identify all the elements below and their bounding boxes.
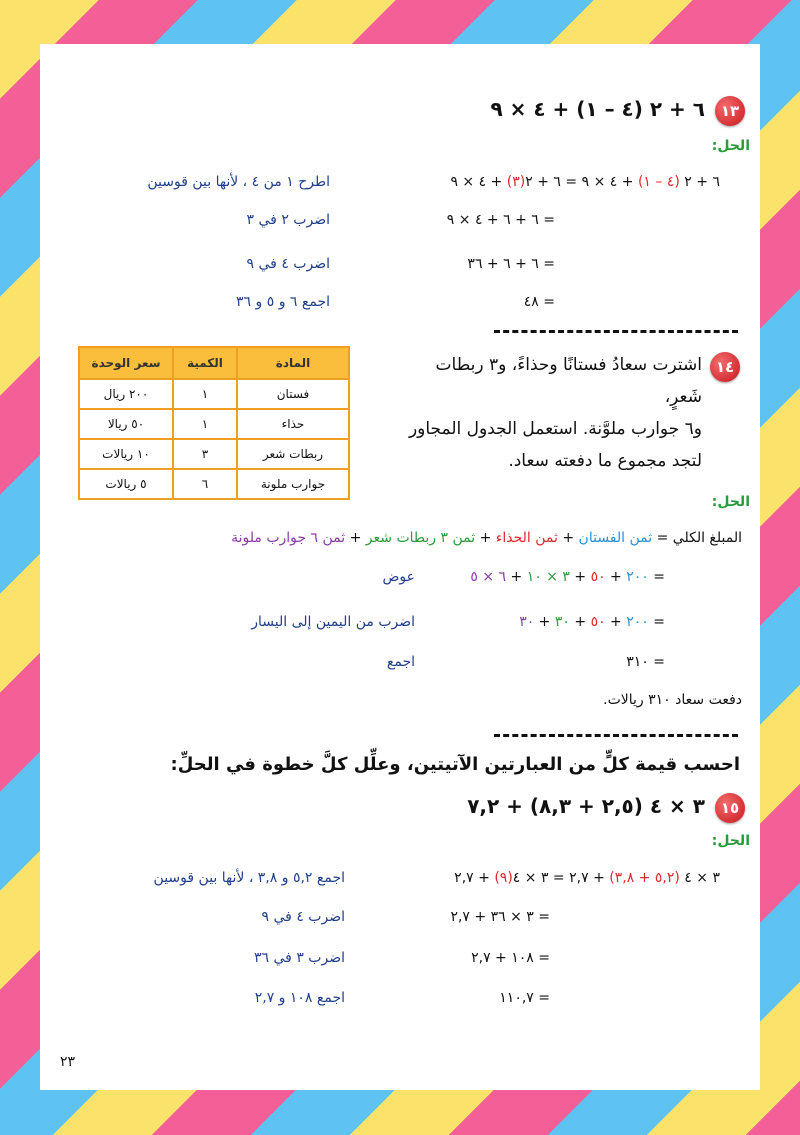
cell-price: ٢٠٠ ريال [79,379,173,409]
q13-step-4-equation: = ٤٨ [523,294,555,310]
table-row [79,469,349,499]
cell-item: فستان [237,379,349,409]
cell-quantity: ١ [173,379,237,409]
q14-conclusion: دفعت سعاد ٣١٠ ريالات. [603,692,742,708]
q13-step-3-equation: = ٦ + ٦ + ٣٦ [467,256,555,272]
q13-step-1-equation: ٦ + ٢ (٤ – ١) + ٤ × ٩ = ٦ + ٢(٣) + ٤ × ٩ [450,174,720,190]
q14-multiply-equation: = ٢٠٠ + ٥٠ + ٣٠ + ٣٠ [519,614,665,630]
q14-multiply-note: اضرب من اليمين إلى اليسار [251,614,415,630]
problem-15-badge: ١٥ [715,793,745,823]
cell-quantity: ٦ [173,469,237,499]
cell-item: حذاء [237,409,349,439]
page [40,44,760,1090]
price-table [78,346,350,500]
cell-quantity: ١ [173,409,237,439]
q13-step-2-equation: = ٦ + ٦ + ٤ × ٩ [446,212,555,228]
cell-item: ربطات شعر [237,439,349,469]
solution-label-14: الحل: [711,494,750,510]
page-number: ٢٣ [60,1054,76,1070]
q15-step-3-equation: = ١٠٨ + ٢,٧ [471,950,550,966]
problem-13-badge: ١٣ [715,96,745,126]
q15-step-1-equation: ٣ × ٤ (٥,٢ + ٣,٨) + ٢,٧ = ٣ × ٤(٩) + ٢,٧ [454,870,720,886]
q13-step-3-note: اضرب ٤ في ٩ [246,256,330,272]
table-row [79,409,349,439]
q13-step-4-note: اجمع ٦ و ٥ و ٣٦ [236,294,330,310]
problem-14-badge: ١٤ [710,352,740,382]
problem-14-line-2: و٦ جوارب ملوَّنة. استعمل الجدول المجاور [408,419,702,439]
problem-15-expression: ٣ × ٤ (٢,٥ + ٨,٣) + ٧,٢ [467,794,705,818]
q14-sum-equation: = ٣١٠ [626,654,665,670]
problem-14-line-3: لتجد مجموع ما دفعته سعاد. [508,451,702,471]
q13-step-1-note: اطرح ١ من ٤ ، لأنها بين قوسين [147,174,330,190]
solution-label-13: الحل: [711,138,750,154]
instruction-text: احسب قيمة كلٍّ من العبارتين الآتيتين، وعلِّل كلَّ خطوة في الحلِّ: [170,754,740,775]
q14-sum-note: اجمع [386,654,415,670]
problem-13-expression: ٦ + ٢ (٤ – ١) + ٤ × ٩ [490,97,705,121]
cell-price: ٥٠ ريالا [79,409,173,439]
q15-step-2-note: اضرب ٤ في ٩ [261,909,345,925]
q15-step-1-note: اجمع ٥,٢ و ٣,٨ ، لأنها بين قوسين [153,870,345,886]
q15-step-4-equation: = ١١٠,٧ [499,990,550,1006]
cell-quantity: ٣ [173,439,237,469]
q15-step-3-note: اضرب ٣ في ٣٦ [254,950,345,966]
q15-step-2-equation: = ٣ × ٣٦ + ٢,٧ [450,909,550,925]
q14-substitute-note: عوض [382,569,415,585]
table-row [79,379,349,409]
header-unit-price: سعر الوحدة [79,347,173,379]
header-quantity: الكمية [173,347,237,379]
price-table-header [79,347,349,379]
solution-label-15: الحل: [711,833,750,849]
cell-price: ٥ ريالات [79,469,173,499]
q15-step-4-note: اجمع ١٠٨ و ٢,٧ [254,990,345,1006]
cell-price: ١٠ ريالات [79,439,173,469]
separator-1 [494,330,738,333]
q13-step-2-note: اضرب ٢ في ٣ [246,212,330,228]
header-item: المادة [237,347,349,379]
table-row [79,439,349,469]
problem-14-text [402,349,702,477]
total-formula: المبلغ الكلي = ثمن الفستان + ثمن الحذاء + ثمن ٣ ربطات شعر + ثمن ٦ جوارب ملونة [231,530,742,546]
cell-item: جوارب ملونة [237,469,349,499]
q14-substitute-equation: = ٢٠٠ + ٥٠ + ٣ × ١٠ + ٦ × ٥ [470,569,665,585]
separator-2 [494,734,738,737]
problem-14-line-1: اشترت سعادُ فستانًا وحذاءً، و٣ ربطات شَعرٍ، [435,355,702,407]
